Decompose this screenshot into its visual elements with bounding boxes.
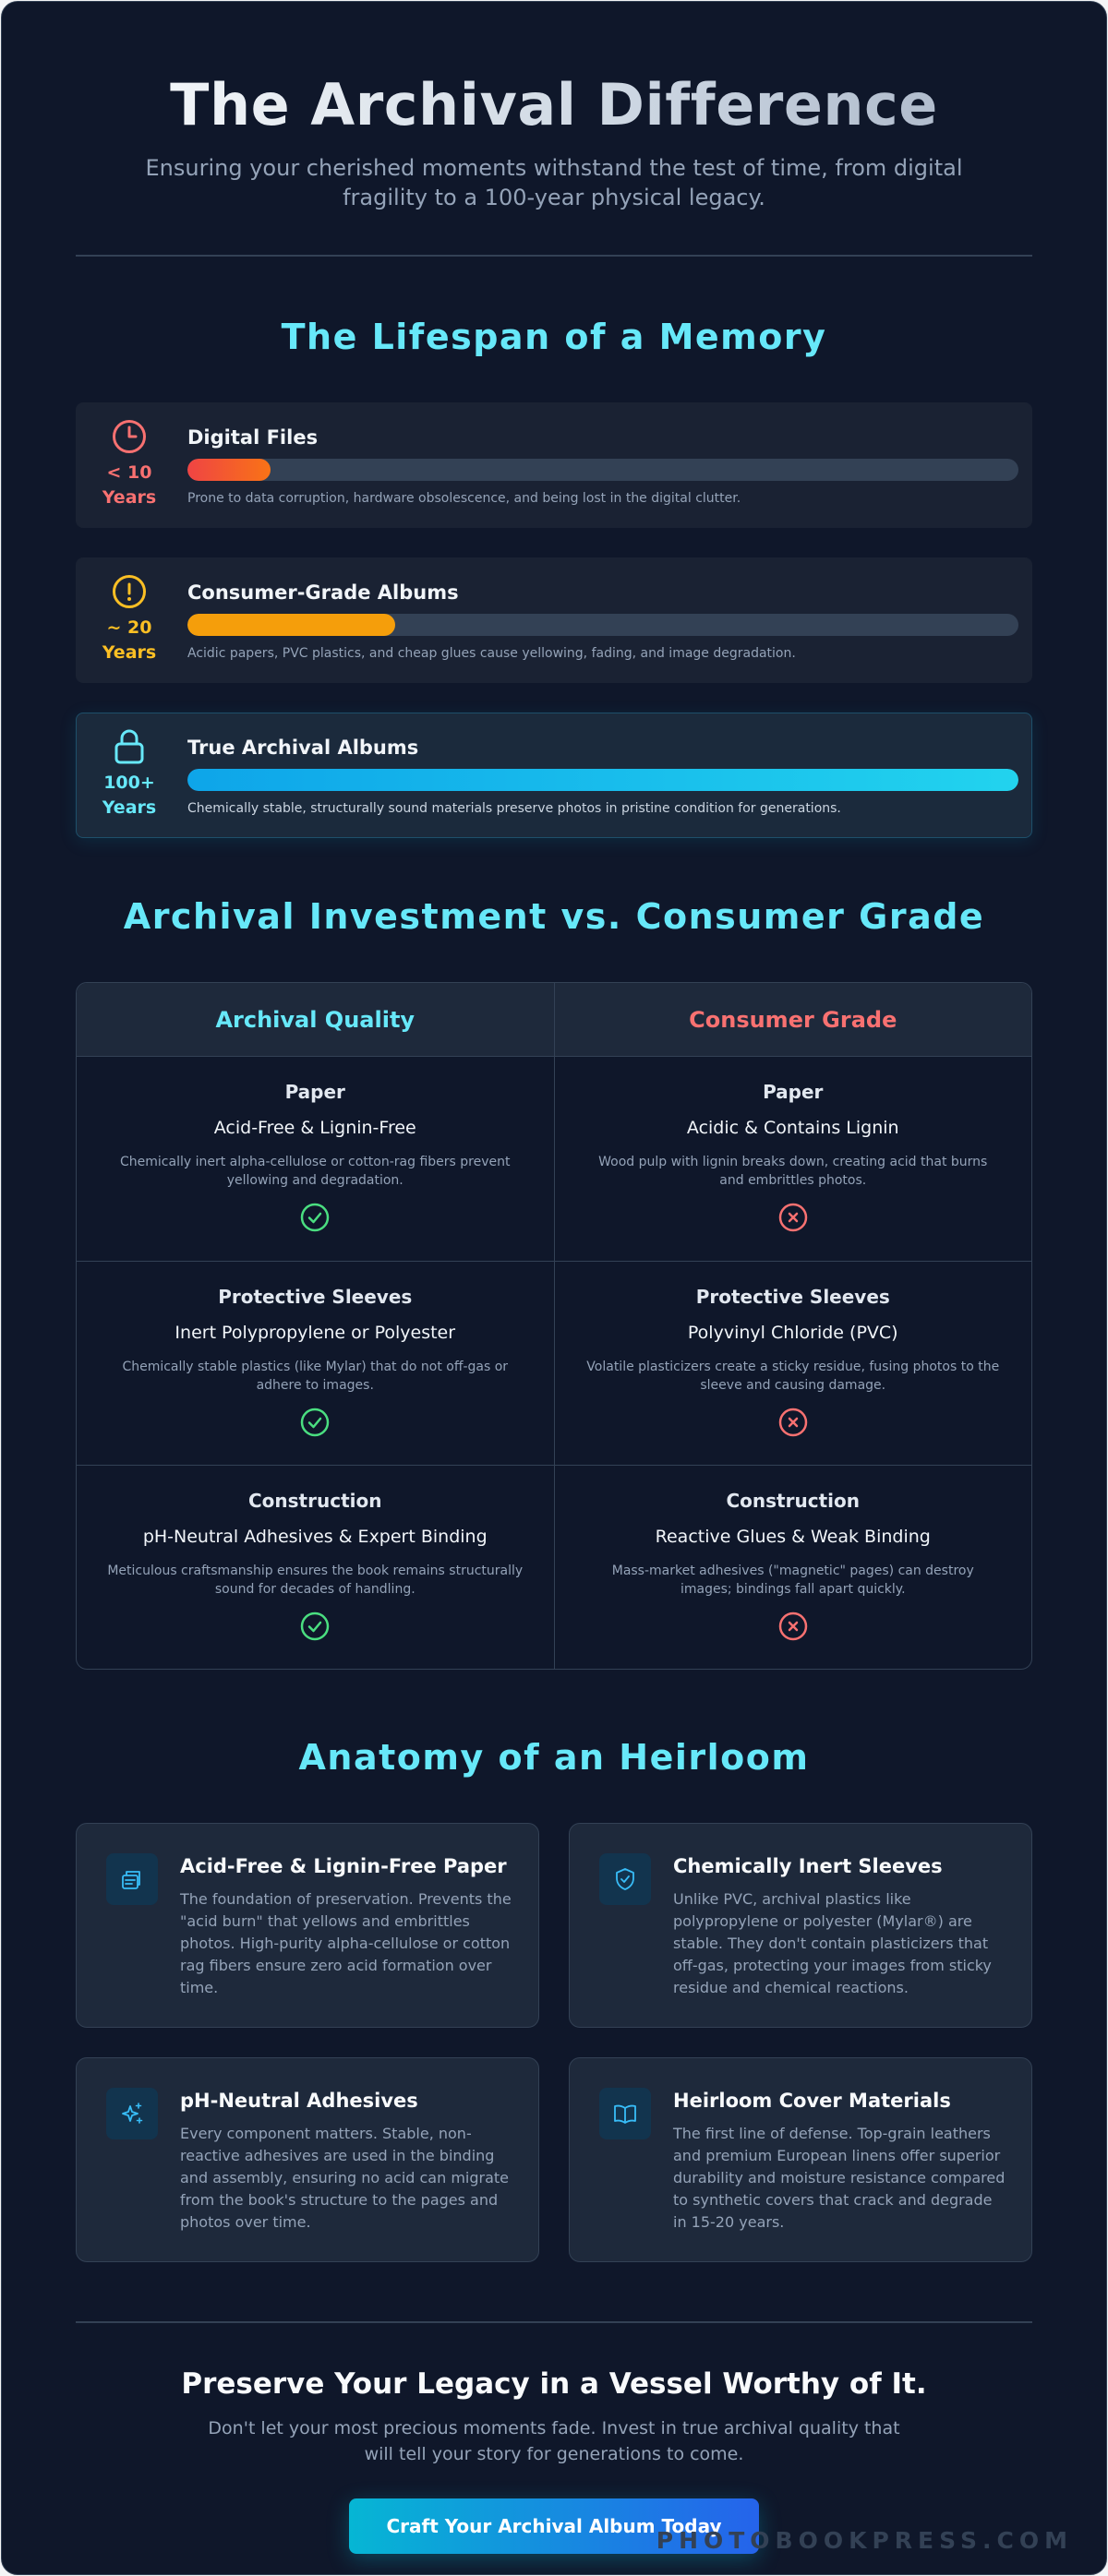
table-row xyxy=(77,1261,1031,1465)
lifespan-bar-track xyxy=(187,614,1018,636)
x-icon xyxy=(778,1203,808,1232)
lifespan-card-consumer xyxy=(76,557,1032,683)
cell-category: Paper xyxy=(284,1081,345,1103)
lifespan-value: 100+ xyxy=(103,773,155,793)
cell-material: Polyvinyl Chloride (PVC) xyxy=(687,1323,898,1343)
cell-category: Paper xyxy=(763,1081,824,1103)
archival-cell xyxy=(77,1262,554,1465)
lifespan-value: ~ 20 xyxy=(106,617,152,638)
archival-cell xyxy=(77,1466,554,1669)
cell-category: Protective Sleeves xyxy=(218,1286,413,1308)
lifespan-bar-track xyxy=(187,769,1018,791)
lifespan-bar-fill xyxy=(187,769,1018,791)
lifespan-bar-track xyxy=(187,459,1018,481)
sparkles-icon xyxy=(106,2088,158,2139)
comparison-title: Archival Investment vs. Consumer Grade xyxy=(123,896,985,937)
cta-subtitle: Don't let your most precious moments fade. Invest in true archival quality that will tell your story for generations to come. xyxy=(208,2418,900,2464)
consumer-column-header: Consumer Grade xyxy=(554,983,1032,1056)
anatomy-card-cover xyxy=(569,2057,1032,2262)
comparison-table xyxy=(76,982,1032,1670)
anatomy-card-sleeves xyxy=(569,1823,1032,2028)
cell-material: pH-Neutral Adhesives & Expert Binding xyxy=(142,1527,488,1547)
consumer-cell xyxy=(554,1057,1032,1261)
cell-description: Wood pulp with lignin breaks down, creating acid that burns and embrittles photos. xyxy=(598,1155,988,1188)
archival-cell xyxy=(77,1057,554,1261)
comparison-header-row xyxy=(77,983,1031,1057)
lifespan-card-digital xyxy=(76,402,1032,528)
lifespan-bar-fill xyxy=(187,459,271,481)
cell-description: Chemically stable plastics (like Mylar) that do not off-gas or adhere to images. xyxy=(122,1360,509,1393)
open-book-icon xyxy=(599,2088,651,2139)
anatomy-card-title: Chemically Inert Sleeves xyxy=(673,1855,943,1877)
anatomy-card-adhesives xyxy=(76,2057,539,2262)
anatomy-grid xyxy=(76,1823,1032,2262)
archival-column-header: Archival Quality xyxy=(215,1006,416,1033)
consumer-cell xyxy=(554,1262,1032,1465)
lifespan-unit: Years xyxy=(102,642,157,663)
anatomy-card-body: The foundation of preservation. Prevents the "acid burn" that yellows and embrittles photos. High-purity alpha-cellulose or cotton rag fibers ensure zero acid formation over time. xyxy=(180,1890,512,1996)
anatomy-card-title: pH-Neutral Adhesives xyxy=(180,2090,418,2112)
lifespan-description: Acidic papers, PVC plastics, and cheap glues cause yellowing, fading, and image degradation. xyxy=(187,646,796,661)
anatomy-card-paper xyxy=(76,1823,539,2028)
x-icon xyxy=(778,1611,808,1641)
cell-category: Protective Sleeves xyxy=(695,1286,890,1308)
check-icon xyxy=(300,1408,330,1437)
consumer-cell xyxy=(554,1466,1032,1669)
anatomy-card-body: Unlike PVC, archival plastics like polypropylene or polyester (Mylar®) are stable. They don't contain plasticizers that off-gas, protecting your images from sticky residue and chemical reactions. xyxy=(673,1890,992,1996)
table-row xyxy=(77,1057,1031,1261)
anatomy-card-title: Heirloom Cover Materials xyxy=(673,2090,951,2112)
anatomy-card-title: Acid-Free & Lignin-Free Paper xyxy=(180,1855,507,1877)
x-icon xyxy=(778,1408,808,1437)
cell-material: Inert Polypropylene or Polyester xyxy=(175,1323,456,1343)
table-row xyxy=(77,1465,1031,1669)
cell-description: Chemically inert alpha-cellulose or cotton-rag fibers prevent yellowing and degradation. xyxy=(120,1155,511,1188)
divider xyxy=(76,255,1032,257)
anatomy-title: Anatomy of an Heirloom xyxy=(298,1737,810,1778)
lifespan-unit: Years xyxy=(102,487,157,508)
cell-material: Acid-Free & Lignin-Free xyxy=(213,1118,416,1138)
lifespan-description: Chemically stable, structurally sound materials preserve photos in pristine condition for generations. xyxy=(187,801,841,816)
cell-description: Meticulous craftsmanship ensures the book remains structurally sound for decades of handling. xyxy=(107,1564,524,1597)
check-icon xyxy=(300,1203,330,1232)
cell-material: Reactive Glues & Weak Binding xyxy=(655,1527,931,1547)
shield-check-icon xyxy=(599,1853,651,1905)
lifespan-card-archival xyxy=(76,713,1032,838)
cta-title: Preserve Your Legacy in a Vessel Worthy of It. xyxy=(181,2367,927,2401)
anatomy-card-body: Every component matters. Stable, non-reactive adhesives are used in the binding and assembly, ensuring no acid can migrate from the book's structure to the pages and photos over time. xyxy=(180,2125,510,2231)
lock-icon xyxy=(111,728,148,765)
paper-stack-icon xyxy=(106,1853,158,1905)
lifespan-bar-fill xyxy=(187,614,395,636)
clock-icon xyxy=(111,418,148,455)
divider xyxy=(76,2321,1032,2323)
lifespan-label: Consumer-Grade Albums xyxy=(187,581,459,604)
lifespan-title: The Lifespan of a Memory xyxy=(281,317,827,357)
brand-watermark: PHOTOBOOKPRESS.COM xyxy=(656,2527,1073,2554)
cell-description: Mass-market adhesives ("magnetic" pages) can destroy images; bindings fall apart quickly. xyxy=(611,1564,974,1597)
craft-album-button[interactable]: Craft Your Archival Album Today xyxy=(349,2498,759,2554)
cell-material: Acidic & Contains Lignin xyxy=(686,1118,899,1138)
lifespan-label: True Archival Albums xyxy=(187,737,419,759)
anatomy-card-body: The first line of defense. Top-grain leathers and premium European linens offer superior durability and moisture resistance compared to synthetic covers that crack and degrade in 15-20 years. xyxy=(673,2125,1006,2231)
lifespan-description: Prone to data corruption, hardware obsolescence, and being lost in the digital clutter. xyxy=(187,491,741,506)
infographic-page xyxy=(1,1,1107,2575)
check-icon xyxy=(300,1611,330,1641)
alert-icon xyxy=(111,573,148,610)
cell-description: Volatile plasticizers create a sticky residue, fusing photos to the sleeve and causing damage. xyxy=(586,1360,1000,1393)
page-title: The Archival Difference xyxy=(76,68,1032,142)
lifespan-label: Digital Files xyxy=(187,426,319,449)
cell-category: Construction xyxy=(726,1490,860,1512)
lifespan-unit: Years xyxy=(102,797,157,818)
lifespan-value: < 10 xyxy=(106,462,152,483)
cell-category: Construction xyxy=(248,1490,382,1512)
page-subtitle: Ensuring your cherished moments withstand the test of time, from digital fragility to a 100-year physical legacy. xyxy=(145,155,963,210)
